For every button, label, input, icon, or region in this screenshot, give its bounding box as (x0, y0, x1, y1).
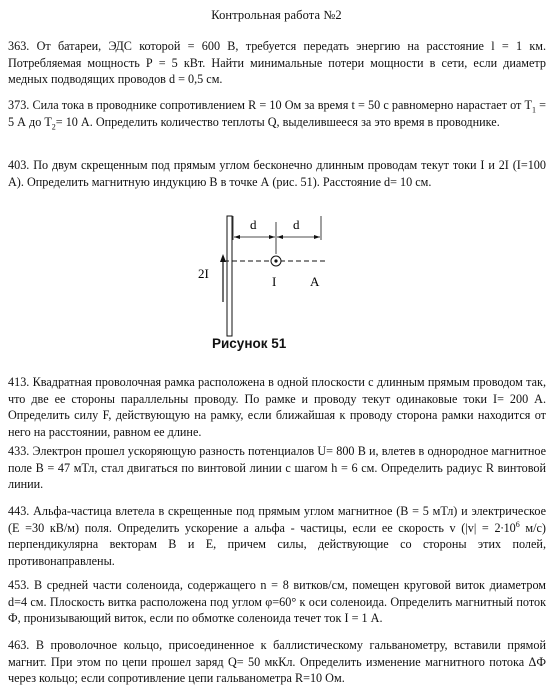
problem-443 (8, 503, 546, 569)
label-a: A (310, 274, 320, 289)
arrowhead (234, 235, 240, 239)
problem-text: Квадратная проволочная рамка расположена в одной плоскости с длинным прямым проводом так, что две ее стороны параллельны проводу. По рамке и проводу текут одинаковые токи I= 200 А. Определить силу F, действующую на рамку, если ближайшая к проводу сторона рамки находится от него на расстоянии, равном ее длине. (8, 375, 547, 439)
problem-text-part: Альфа-частица влетела в скрещенные под прямым углом магнитное (В = 5 мТл) и электрическое (Е =30 кВ/м) поля. Определить ускорение а альфа - частицы, если ее скорость v (|v| = 2∙10 (8, 504, 546, 535)
superscript: 6 (515, 519, 520, 529)
vertical-wire (227, 216, 232, 336)
label-d-2: d (293, 217, 300, 232)
problem-number: 403. (8, 158, 30, 172)
problem-number: 463. (8, 638, 30, 652)
problem-number: 433. (8, 444, 30, 458)
page-title: Контрольная работа №2 (211, 8, 342, 22)
problem-373 (8, 97, 546, 130)
problem-text: От батареи, ЭДС которой = 600 В, требуется передать энергию на расстояние l = 1 км. Потребляемая мощность Р = 5 кВт. Найти минимальные потери мощности в сети, если диаметр медных подводящих проводов d = 0,5 см. (8, 39, 547, 87)
problem-text-part: = 10 А. Определить количество теплоты Q, выделившееся за это время в проводнике. (55, 114, 500, 129)
problem-433 (8, 443, 546, 493)
figure-caption: Рисунок 51 (212, 336, 287, 351)
subscript: 2 (51, 122, 56, 132)
problem-number: 453. (8, 578, 30, 592)
label-d-1: d (250, 217, 257, 232)
problem-text: По двум скрещенным под прямым углом бесконечно длинным проводам текут токи I и 2I (I=100 А). Определить магнитную индукцию В в точке А (рис. 51). Расстояние d= 10 см. (8, 158, 546, 189)
problem-number: 413. (8, 375, 30, 389)
problem-number: 443. (8, 504, 30, 518)
problem-text-part: м/с) перпендикулярна векторам В и Е, причем силы, действующие со стороны этих полей, противонаправлены. (8, 520, 546, 568)
arrowhead (277, 235, 283, 239)
arrowhead (314, 235, 320, 239)
problem-text-part: Сила тока в проводнике сопротивлением R = 10 Ом за время t = 50 с равномерно нарастает от T (32, 98, 532, 112)
label-i: I (272, 274, 277, 289)
label-2i: 2I (198, 266, 209, 281)
problem-463 (8, 637, 546, 687)
problem-text: В проволочное кольцо, присоединенное к баллистическому гальванометру, вставили прямой магнит. При этом по цепи прошел заряд Q= 50 мкКл. Определить изменение магнитного потока ΔФ через кольцо; если сопротивление цепи гальванометра R=10 Ом. (8, 638, 546, 686)
arrowhead (269, 235, 275, 239)
problem-number: 373. (8, 98, 30, 112)
problem-text: Электрон прошел ускоряющую разность потенциалов U= 800 В и, влетев в однородное магнитное поле В = 47 мТл, стал двигаться по винтовой линии с шагом h = 6 см. Определить радиус R винтовой линии. (8, 444, 547, 492)
problem-363 (8, 38, 546, 88)
problem-number: 363. (8, 39, 30, 53)
dot-symbol (274, 259, 277, 262)
problem-453 (8, 577, 546, 627)
problem-413 (8, 374, 546, 440)
subscript: 1 (531, 105, 536, 115)
problem-text-part: = 5 А до T (8, 98, 547, 129)
problem-text: В средней части соленоида, содержащего n = 8 витков/см, помещен круговой виток диаметром d=4 см. Плоскость витка расположена под углом φ=60° к оси соленоида. Определить магнитный поток Ф, пронизывающий виток, если по обмотке соленоида течет ток I = 1 А. (8, 578, 547, 626)
problem-403 (8, 157, 546, 190)
